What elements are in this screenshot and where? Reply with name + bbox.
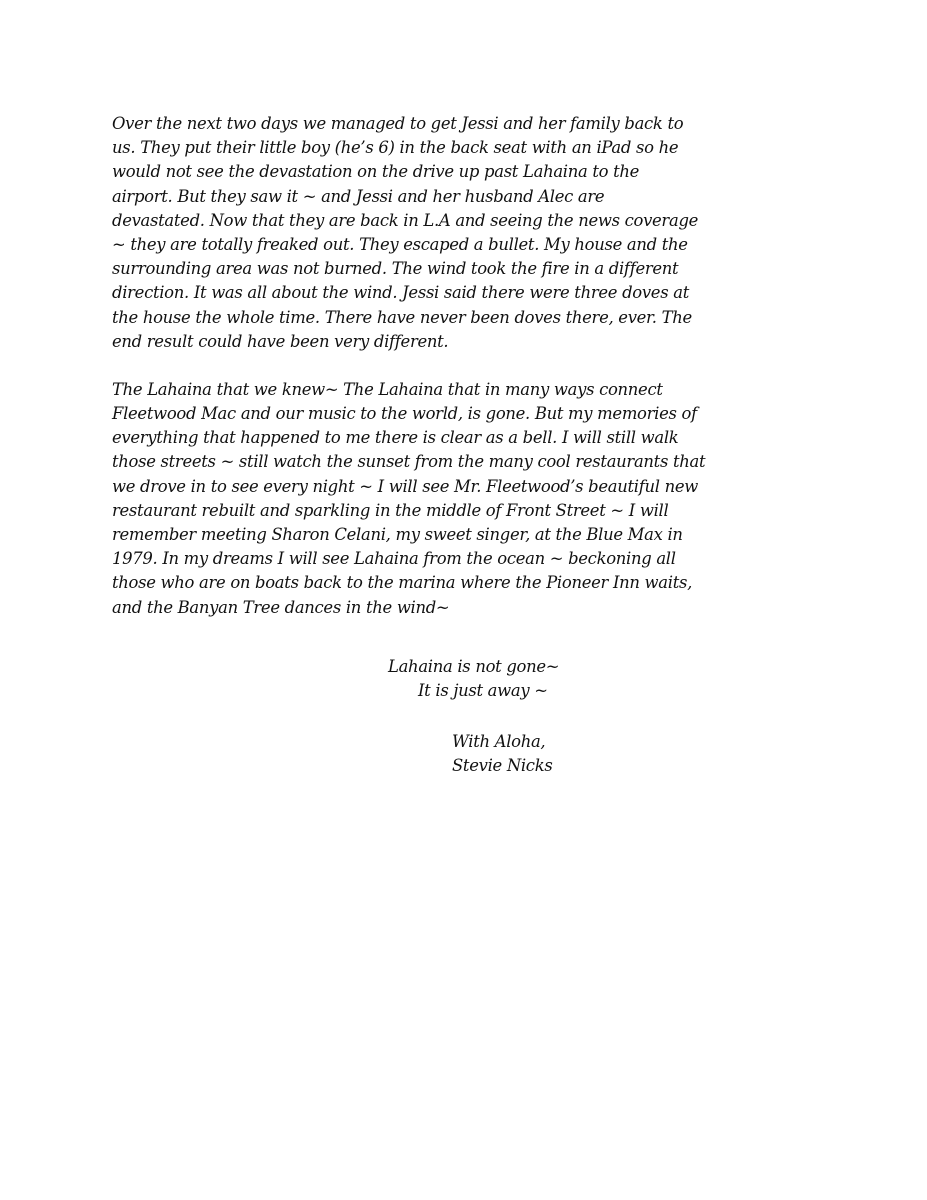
paragraph-1	[112, 112, 832, 354]
salutation: With Aloha,	[452, 732, 546, 751]
text-line: direction. It was all about the wind. Jessi said there were three doves at	[112, 283, 689, 303]
text-line: those streets ~ still watch the sunset from the many cool restaurants that	[112, 452, 706, 472]
text-line: and the Banyan Tree dances in the wind~	[112, 597, 450, 617]
letter-body	[112, 112, 832, 620]
text-line: surrounding area was not burned. The wind took the fire in a different	[112, 259, 679, 279]
text-line: Over the next two days we managed to get Jessi and her family back to	[112, 114, 684, 133]
paragraph-2	[112, 378, 832, 620]
text-line: airport. But they saw it ~ and Jessi and her husband Alec are	[112, 186, 605, 206]
text-line: the house the whole time. There have never been doves there, ever. The	[112, 307, 692, 327]
text-line: 1979. In my dreams I will see Lahaina from the ocean ~ beckoning all	[112, 549, 676, 569]
text-line: Fleetwood Mac and our music to the world, is gone. But my memories of	[112, 404, 697, 424]
text-line: would not see the devastation on the drive up past Lahaina to the	[112, 162, 640, 182]
signature: Stevie Nicks	[452, 756, 553, 775]
text-line: The Lahaina that we knew~ The Lahaina that in many ways connect	[112, 379, 663, 399]
closing-line-2: It is just away ~	[418, 681, 548, 700]
text-line: end result could have been very different.	[112, 331, 449, 351]
text-line: we drove in to see every night ~ I will see Mr. Fleetwood’s beautiful new	[112, 476, 698, 496]
text-line: restaurant rebuilt and sparkling in the middle of Front Street ~ I will	[112, 500, 669, 520]
text-line: us. They put their little boy (he’s 6) in the back seat with an iPad so he	[112, 138, 679, 158]
text-line: those who are on boats back to the marina where the Pioneer Inn waits,	[112, 573, 692, 593]
text-line: remember meeting Sharon Celani, my sweet singer, at the Blue Max in	[112, 525, 683, 544]
text-line: everything that happened to me there is clear as a bell. I will still walk	[112, 428, 679, 448]
closing-line-1: Lahaina is not gone~	[388, 657, 560, 676]
text-line: devastated. Now that they are back in L.A and seeing the news coverage	[112, 210, 699, 230]
text-line: ~ they are totally freaked out. They escaped a bullet. My house and the	[112, 234, 688, 254]
